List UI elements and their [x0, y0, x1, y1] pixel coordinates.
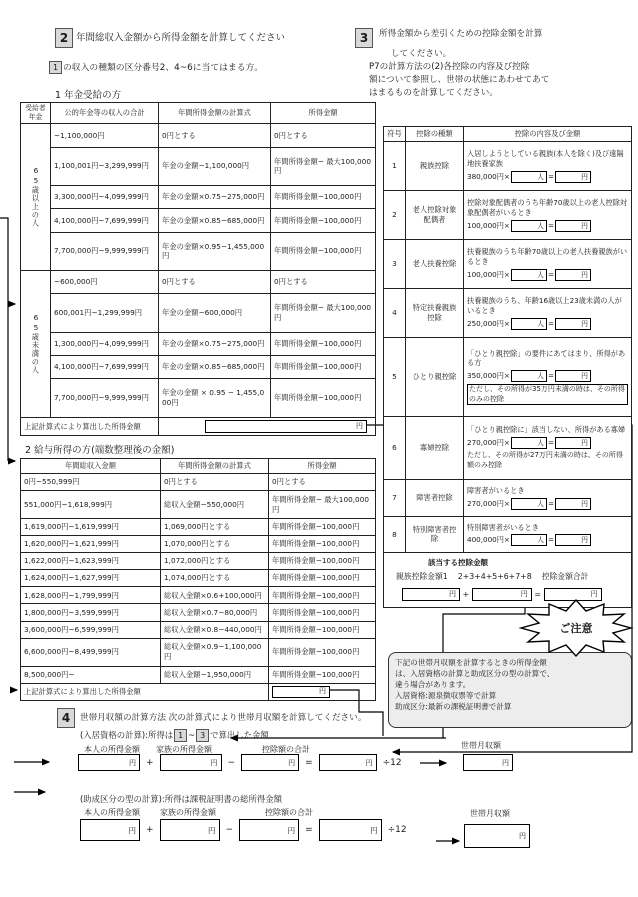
income-amount: 年間所得金額−100,000円 — [269, 519, 376, 536]
income-formula: 年金の金額×0.75−275,000円 — [159, 186, 271, 209]
deduction-table-body — [384, 141, 632, 553]
deduction-detail — [464, 516, 632, 553]
deduction-yen-box[interactable]: 円 — [555, 269, 591, 281]
income-formula: 1,070,000円とする — [161, 536, 269, 553]
salary-row — [21, 666, 376, 683]
deduction-total-box[interactable]: 円 — [544, 588, 602, 601]
deduction-footer-boxes: 円 + 円 = 円 — [402, 588, 627, 601]
deduction-yen-box[interactable]: 円 — [555, 498, 591, 510]
persons-count-box[interactable]: 人 — [511, 318, 547, 330]
deduction-yen-box[interactable]: 円 — [555, 171, 591, 183]
income-amount: 年間所得金額−100,000円 — [269, 553, 376, 570]
income-formula: 0円とする — [159, 124, 271, 147]
ref-1-box: 1 — [174, 729, 187, 742]
income-range: 1,800,000円~3,599,999円 — [21, 604, 161, 621]
pension-table — [20, 102, 376, 436]
pension-row — [21, 147, 376, 186]
step-3-line: してください。 — [391, 49, 452, 59]
pension-corner-header: 受給者年金 — [21, 103, 51, 124]
income-amount: 年間所得金額−100,000円 — [269, 621, 376, 638]
persons-count-box[interactable]: 人 — [511, 498, 547, 510]
income-formula: 年金の金額×0.95−1,455,000円 — [159, 232, 271, 271]
income-range: 4,100,000円~7,699,999円 — [51, 356, 159, 379]
deduction-row — [384, 338, 632, 416]
deduction-detail — [464, 338, 632, 416]
note-line: は、入居資格の計算と助成区分の型の計算で、 — [395, 669, 555, 678]
income-range: 551,000円~1,618,999円 — [21, 490, 161, 518]
income-amount: 年間所得金額− 最大100,000円 — [269, 490, 376, 518]
salary-row — [21, 570, 376, 587]
ref-1-box: 1 — [49, 61, 62, 74]
deduction-code: 3 — [384, 240, 406, 289]
step-3-line: 所得金額から差引くための控除金額を計算 — [379, 29, 543, 39]
deduction-total-label: 控除額の合計 — [262, 745, 310, 754]
salary-col-header: 所得金額 — [269, 459, 376, 474]
pension-row — [21, 294, 376, 333]
pension-row — [21, 186, 376, 209]
annual-total-box[interactable]: 円 — [319, 754, 377, 771]
deduction-col-header: 控除の種類 — [406, 127, 464, 142]
caution-burst — [516, 596, 636, 660]
deduction-amount-line: 400,000円× 人 = 円 — [467, 534, 628, 546]
salary-row — [21, 604, 376, 621]
salary-footer-row — [21, 684, 376, 701]
step-3-line: はまるものを計算してください。 — [369, 87, 498, 98]
caution-burst-label: ご注意 — [559, 622, 593, 635]
deduction-amount-line: 100,000円× 人 = 円 — [467, 269, 628, 281]
deduction-yen-box[interactable]: 円 — [555, 318, 591, 330]
intro-line — [48, 60, 263, 74]
deduction-row — [384, 141, 632, 190]
income-formula: 年金の金額×0.85−685,000円 — [159, 356, 271, 379]
annual-total-box[interactable]: 円 — [319, 819, 382, 841]
step-4-title: 世帯月収額の計算方法 次の計算式により世帯月収額を計算してください。 — [80, 713, 367, 723]
deduction-type: 特別障害者控除 — [406, 516, 464, 553]
family-deduction-box[interactable]: 円 — [402, 588, 460, 601]
deduction-total-box[interactable]: 円 — [241, 754, 299, 771]
age-group-label: 65歳未満の人 — [21, 271, 51, 418]
deduction-code: 5 — [384, 338, 406, 416]
income-range: 1,620,000円~1,621,999円 — [21, 536, 161, 553]
deduction-type: 親族控除 — [406, 141, 464, 190]
self-income-label: 本人の所得金額 — [84, 745, 140, 754]
persons-count-box[interactable]: 人 — [511, 534, 547, 546]
income-formula: 年金の金額×0.85−685,000円 — [159, 209, 271, 232]
income-formula: 総収入金額−550,000円 — [161, 490, 269, 518]
deduction-amount-line: 380,000円× 人 = 円 — [467, 171, 628, 183]
pension-row — [21, 379, 376, 418]
deduction-detail — [464, 190, 632, 239]
step-4-header — [57, 707, 75, 728]
age-group-label: 65歳以上の人 — [21, 124, 51, 271]
persons-count-box[interactable]: 人 — [511, 269, 547, 281]
income-formula: 年金の金額−1,100,000円 — [159, 147, 271, 186]
income-range: 1,100,001円~3,299,999円 — [51, 147, 159, 186]
pension-result-box[interactable] — [205, 420, 367, 433]
income-amount: 年間所得金額−100,000円 — [271, 186, 376, 209]
deduction-row — [384, 416, 632, 479]
deduction-header-row — [384, 127, 632, 142]
persons-count-box[interactable]: 人 — [511, 437, 547, 449]
deduction-amount-line: 250,000円× 人 = 円 — [467, 318, 628, 330]
income-formula: 1,069,000円とする — [161, 519, 269, 536]
income-formula: 0円とする — [159, 271, 271, 294]
salary-result-box[interactable] — [272, 686, 330, 698]
income-range: 6,600,000円~8,499,999円 — [21, 638, 161, 666]
pension-footer-cell — [159, 418, 376, 436]
deduction-yen-box[interactable]: 円 — [555, 437, 591, 449]
step-4-number: 4 — [57, 708, 75, 728]
income-formula: 0円とする — [161, 473, 269, 490]
deduction-description: 特別障害者がいるとき — [467, 522, 539, 532]
step-3-line: 額について参照し、世帯の状態にあわせてあて — [369, 74, 550, 85]
step-3-line: P7の計算方法の(2)各控除の内容及び控除 — [369, 61, 530, 72]
self-income-label: 本人の所得金額 — [84, 808, 140, 817]
salary-row — [21, 536, 376, 553]
family-income-label: 家族の所得金額 — [156, 745, 212, 754]
deduction-type: 老人扶養控除 — [406, 240, 464, 289]
deduction-row — [384, 516, 632, 553]
salary-table-body — [21, 473, 376, 683]
self-income-box[interactable]: 円 — [80, 819, 140, 841]
formula2-caption: (助成区分の型の計算):所得は課税証明書の総所得金額 — [80, 794, 282, 804]
yen-unit: 円 — [319, 687, 326, 696]
yen-unit: 円 — [356, 421, 363, 430]
deduction-code: 7 — [384, 479, 406, 516]
income-amount: 年間所得金額−100,000円 — [269, 638, 376, 666]
deduction-amount-line: 100,000円× 人 = 円 — [467, 220, 628, 232]
income-amount: 年間所得金額− 最大100,000円 — [271, 147, 376, 186]
income-range: 1,300,000円~4,099,999円 — [51, 332, 159, 355]
deduction-yen-box[interactable]: 円 — [555, 220, 591, 232]
deduction-type: 老人控除対象配偶者 — [406, 190, 464, 239]
persons-count-box[interactable]: 人 — [511, 370, 547, 382]
deduction-note: ただし、その所得が27万円未満の時は、その所得額のみ控除 — [467, 451, 623, 469]
deduction-table-container — [383, 126, 632, 608]
income-range: 8,500,000円~ — [21, 666, 161, 683]
salary-table-container — [20, 458, 376, 701]
self-income-box[interactable]: 円 — [78, 754, 140, 771]
note-line: 違う場合があります。 — [395, 680, 471, 689]
salary-col-header: 年間総収入金額 — [21, 459, 161, 474]
pension-row — [21, 124, 376, 147]
formula1-caption: (入居資格の計算):所得は 1 ~ 3 で算出した金額 — [80, 730, 269, 740]
income-formula: 年金の金額×0.75−275,000円 — [159, 332, 271, 355]
step-2-number: 2 — [55, 28, 73, 48]
deduction-code: 6 — [384, 416, 406, 479]
family-income-label: 家族の所得金額 — [160, 808, 216, 817]
family-income-box[interactable]: 円 — [160, 819, 220, 841]
pension-col-header: 所得金額 — [271, 103, 376, 124]
income-range: 3,600,000円~6,599,999円 — [21, 621, 161, 638]
deduction-amount-line: 350,000円× 人 = 円 — [467, 370, 628, 382]
monthly-income-label: 世帯月収額 — [470, 809, 510, 818]
income-amount: 年間所得金額−100,000円 — [271, 232, 376, 271]
income-range: 4,100,000円~7,699,999円 — [51, 209, 159, 232]
income-amount: 年間所得金額−100,000円 — [271, 332, 376, 355]
deduction-detail — [464, 479, 632, 516]
income-formula: 年金の金額−600,000円 — [159, 294, 271, 333]
pension-row — [21, 209, 376, 232]
income-range: 3,300,000円~4,099,999円 — [51, 186, 159, 209]
pension-footer-label: 上記計算式により算出した所得金額 — [21, 418, 159, 436]
persons-count-box[interactable]: 人 — [511, 171, 547, 183]
income-range: 7,700,000円~9,999,999円 — [51, 379, 159, 418]
income-amount: 0円とする — [269, 473, 376, 490]
income-formula: 総収入金額×0.7−80,000円 — [161, 604, 269, 621]
income-range: 600,001円~1,299,999円 — [51, 294, 159, 333]
monthly-income-box[interactable]: 円 — [464, 824, 530, 848]
pension-footer-row — [21, 418, 376, 436]
deduction-type: 特定扶養親族控除 — [406, 289, 464, 338]
deduction-description: 扶養親族のうち、年齢16歳以上23歳未満の人がいるとき — [467, 296, 622, 316]
salary-row — [21, 519, 376, 536]
pension-row — [21, 356, 376, 379]
deduction-detail — [464, 416, 632, 479]
caution-note-box — [388, 652, 632, 728]
income-formula: 1,072,000円とする — [161, 553, 269, 570]
deduction-footer-title: 該当する控除金額 — [428, 558, 488, 568]
deduction-description: 入居しようとしている親族(本人を除く)及び遠隔地扶養家族 — [467, 149, 624, 168]
pension-row — [21, 271, 376, 294]
monthly-income-box[interactable]: 円 — [463, 754, 513, 771]
salary-row — [21, 553, 376, 570]
step-2-header — [55, 28, 285, 48]
formula1-row: 円 + 円 − 円 = 円 ÷12 — [78, 754, 402, 771]
salary-table — [20, 458, 376, 701]
income-amount: 年間所得金額−100,000円 — [271, 379, 376, 418]
deduction-col-header: 符号 — [384, 127, 406, 142]
income-range: 7,700,000円~9,999,999円 — [51, 232, 159, 271]
deduction-type: 障害者控除 — [406, 479, 464, 516]
monthly-income-label: 世帯月収額 — [461, 741, 501, 750]
deduction-row — [384, 479, 632, 516]
deduction-code: 4 — [384, 289, 406, 338]
income-amount: 年間所得金額−100,000円 — [269, 536, 376, 553]
income-range: 1,628,000円~1,799,999円 — [21, 587, 161, 604]
deduction-table — [383, 126, 632, 608]
deduction-description: 控除対象配偶者のうち年齢70歳以上の老人控除対象配偶者がいるとき — [467, 198, 628, 217]
income-amount: 年間所得金額−100,000円 — [269, 587, 376, 604]
pension-header-row — [21, 103, 376, 124]
salary-footer-cell — [269, 684, 376, 701]
deduction-code: 8 — [384, 516, 406, 553]
income-range: 1,624,000円~1,627,999円 — [21, 570, 161, 587]
deduction-description: 「ひとり親控除」の要件にあてはまり、所得がある方 — [467, 348, 626, 368]
deduction-row — [384, 289, 632, 338]
deduction-description: 障害者がいるとき — [467, 485, 525, 495]
deduction-note: ただし、その所得が35万円未満の時は、その所得のみの控除 — [467, 384, 628, 405]
income-amount: 0円とする — [271, 124, 376, 147]
income-formula: 1,074,000円とする — [161, 570, 269, 587]
note-line: 下記の世帯月収額を計算するときの所得金額 — [395, 658, 547, 667]
note-line: 入居資格:源泉徴収票等で計算 — [395, 691, 497, 700]
deduction-code: 1 — [384, 141, 406, 190]
pension-col-header: 公的年金等の収入の合計 — [51, 103, 159, 124]
income-formula: 総収入金額×0.9−1,100,000円 — [161, 638, 269, 666]
deduction-detail — [464, 289, 632, 338]
deduction-col-header: 控除の内容及び金額 — [464, 127, 632, 142]
family-income-box[interactable]: 円 — [160, 754, 222, 771]
pension-col-header: 年間所得金額の計算式 — [159, 103, 271, 124]
income-formula: 総収入金額−1,950,000円 — [161, 666, 269, 683]
salary-row — [21, 490, 376, 518]
deduction-row — [384, 240, 632, 289]
salary-row — [21, 587, 376, 604]
income-range: 1,619,000円~1,619,999円 — [21, 519, 161, 536]
step-3-number: 3 — [355, 28, 373, 48]
income-amount: 年間所得金額−100,000円 — [269, 570, 376, 587]
pension-row — [21, 332, 376, 355]
deduction-type: 寡婦控除 — [406, 416, 464, 479]
pension-table-title: 1 年金受給の方 — [55, 90, 122, 101]
income-range: ~1,100,000円 — [51, 124, 159, 147]
step-2-title: 年間総収入金額から所得金額を計算してください — [76, 32, 286, 44]
deduction-amount-line: 270,000円× 人 = 円 — [467, 498, 628, 510]
income-range: 0円~550,999円 — [21, 473, 161, 490]
income-amount: 年間所得金額− 最大100,000円 — [271, 294, 376, 333]
income-amount: 年間所得金額−100,000円 — [269, 604, 376, 621]
income-formula: 総収入金額×0.6+100,000円 — [161, 587, 269, 604]
deduction-amount-line: 270,000円× 人 = 円 — [467, 437, 628, 449]
salary-col-header: 年間所得金額の計算式 — [161, 459, 269, 474]
note-line: 助成区分:最新の課税証明書で計算 — [395, 702, 512, 711]
deduction-code: 2 — [384, 190, 406, 239]
income-range: ~600,000円 — [51, 271, 159, 294]
salary-footer-label: 上記計算式により算出した所得金額 — [21, 684, 269, 701]
formula2-row: 円 + 円 − 円 = 円 ÷12 — [80, 819, 407, 841]
salary-header-row — [21, 459, 376, 474]
ref-3-box: 3 — [196, 729, 209, 742]
income-amount: 0円とする — [271, 271, 376, 294]
intro-text: の収入の種類の区分番号2、4~6に当てはまる方。 — [63, 63, 264, 73]
income-range: 1,622,000円~1,623,999円 — [21, 553, 161, 570]
deduction-yen-box[interactable]: 円 — [555, 534, 591, 546]
deduction-description: 扶養親族のうち年齢70歳以上の老人扶養親族がいるとき — [467, 247, 628, 267]
deduction-description: 「ひとり親控除に」該当しない、所得がある寡婦 — [467, 425, 626, 435]
other-deduction-box[interactable]: 円 — [472, 588, 532, 601]
income-formula: 年金の金額 × 0.95 − 1,455,000円 — [159, 379, 271, 418]
salary-row — [21, 638, 376, 666]
salary-row — [21, 621, 376, 638]
deduction-total-box[interactable]: 円 — [239, 819, 299, 841]
salary-row — [21, 473, 376, 490]
income-amount: 年間所得金額−100,000円 — [271, 356, 376, 379]
deduction-detail — [464, 240, 632, 289]
income-formula: 総収入金額×0.8−440,000円 — [161, 621, 269, 638]
step-3-header — [355, 28, 635, 100]
deduction-detail — [464, 141, 632, 190]
deduction-total-label: 控除額の合計 — [265, 808, 313, 817]
pension-table-container — [20, 102, 376, 436]
deduction-type: ひとり親控除 — [406, 338, 464, 416]
deduction-row — [384, 190, 632, 239]
deduction-footer-formula: 親族控除金額1 2+3+4+5+6+7+8 控除金額合計 — [396, 572, 589, 582]
salary-table-title: 2 給与所得の方(端数整理後の金額) — [25, 445, 175, 456]
income-amount: 年間所得金額−100,000円 — [271, 209, 376, 232]
income-amount: 年間所得金額−100,000円 — [269, 666, 376, 683]
pension-row — [21, 232, 376, 271]
deduction-yen-box[interactable]: 円 — [555, 370, 591, 382]
pension-table-body — [21, 124, 376, 418]
persons-count-box[interactable]: 人 — [511, 220, 547, 232]
